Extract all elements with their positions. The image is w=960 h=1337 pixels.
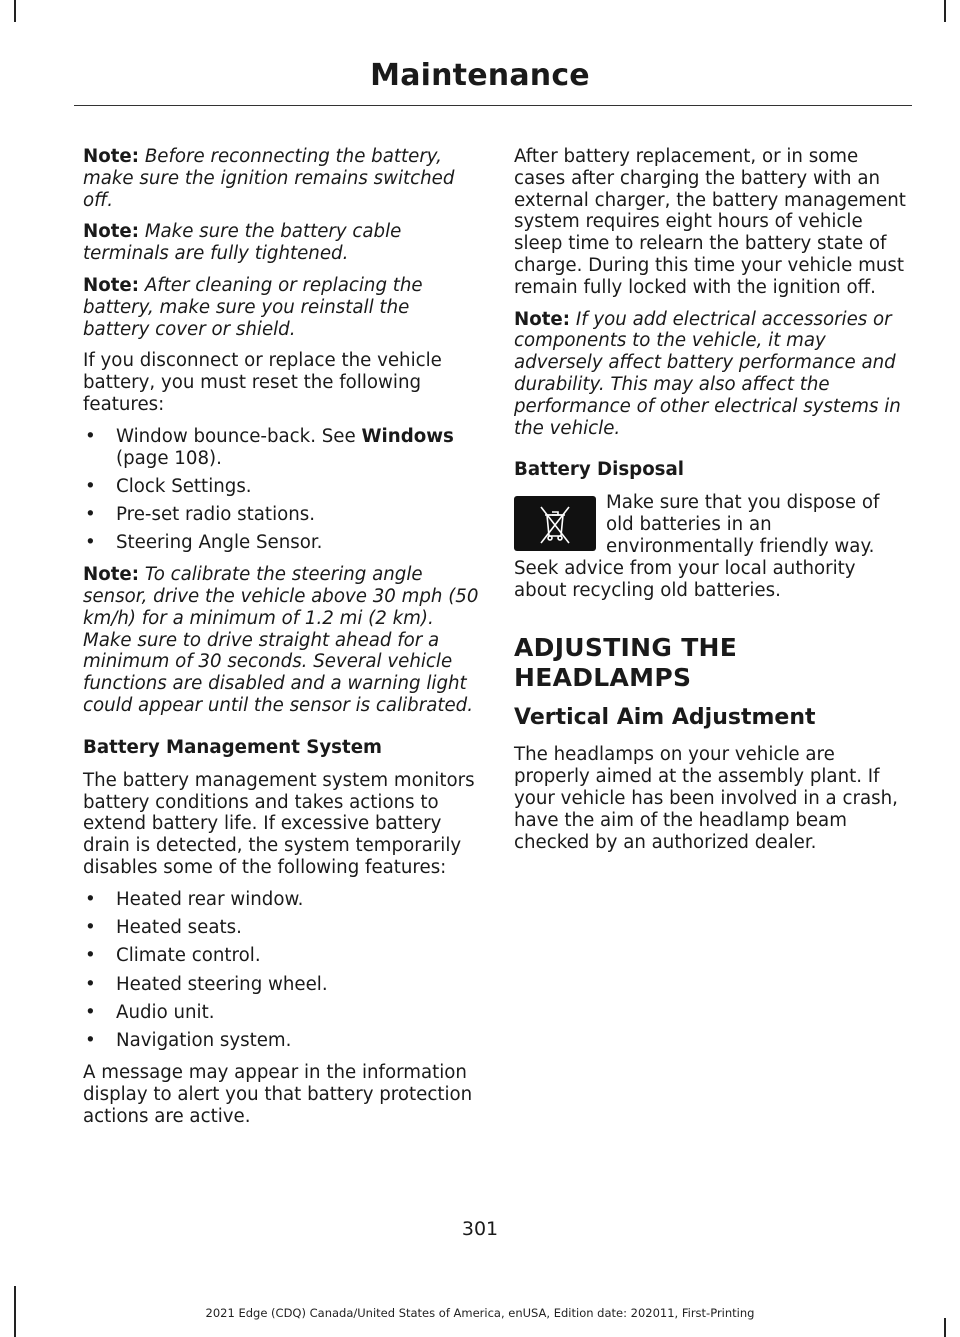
list-item-text: Pre-set radio stations. — [116, 504, 316, 526]
windows-link[interactable]: Windows — [361, 425, 454, 447]
footer-edition: 2021 Edge (CDQ) Canada/United States of America, enUSA, Edition date: 202011, First-Printing — [205, 1306, 755, 1320]
list-item — [83, 426, 479, 470]
page-title: Maintenance — [370, 58, 590, 93]
note-label: Note: — [83, 146, 140, 167]
list-item — [83, 945, 479, 967]
bullet: • — [85, 945, 96, 967]
bullet: • — [85, 973, 96, 995]
reset-features-list — [83, 426, 479, 554]
vertical-aim-text: The headlamps on your vehicle are properly aimed at the assembly plant. If your vehicle has been involved in a crash, have the aim of the headlamp beam checked by an authorized dealer. — [514, 744, 898, 853]
bullet: • — [85, 504, 96, 526]
list-item-text: Heated rear window. — [116, 888, 304, 910]
bullet: • — [85, 917, 96, 939]
bullet: • — [85, 1030, 96, 1052]
disposal-block — [514, 492, 910, 601]
bullet: • — [85, 532, 96, 554]
list-item — [83, 1030, 479, 1052]
note-calibrate — [83, 564, 479, 717]
note-cover — [83, 275, 479, 340]
bms-message: A message may appear in the information display to alert you that battery protection actions are active. — [83, 1062, 473, 1127]
list-item — [83, 974, 479, 996]
list-item — [83, 504, 479, 526]
crop-mark-top-left — [14, 0, 16, 22]
note-label: Note: — [83, 564, 140, 586]
list-item — [83, 889, 479, 911]
list-item-text: Audio unit. — [116, 1002, 215, 1023]
list-item-text: Steering Angle Sensor. — [116, 532, 323, 554]
note-text: Before reconnecting the battery, make sure the ignition remains switched off. — [83, 146, 455, 211]
list-item-text: Climate control. — [116, 945, 261, 967]
list-item — [83, 917, 479, 939]
list-item-text: Window bounce-back. See — [116, 425, 362, 447]
bullet: • — [85, 1002, 96, 1023]
right-column — [514, 146, 910, 863]
list-item-text: Heated seats. — [116, 917, 242, 939]
note-reconnect — [83, 146, 479, 211]
bms-heading: Battery Management System — [83, 736, 382, 758]
list-item — [83, 532, 479, 554]
note-text: If you add electrical accessories or components to the vehicle, it may adversely affect battery performance and durability. This may also affect the performance of other electrical systems in the vehicle. — [514, 308, 901, 439]
crop-mark-top-right — [944, 0, 946, 22]
note-terminals — [83, 221, 479, 265]
note-text: To calibrate the steering angle sensor, drive the vehicle above 30 mph (50 km/h) for a minimum of 1.2 mi (2 km). Make sure to drive straight ahead for a minimum of 30 seconds. Several vehicle functions are disabled and a warning light could appear until the sensor is calibrated. — [83, 564, 479, 717]
list-item — [83, 476, 479, 498]
list-item-text: Clock Settings. — [116, 475, 252, 497]
left-column — [83, 146, 479, 1137]
bullet: • — [85, 425, 96, 447]
list-item-text: Navigation system. — [116, 1030, 292, 1052]
note-accessories — [514, 309, 910, 440]
bullet: • — [85, 888, 96, 910]
reset-intro: If you disconnect or replace the vehicle battery, you must reset the following features: — [83, 350, 442, 415]
bms-text: The battery management system monitors battery conditions and takes actions to extend battery life. If excessive battery drain is detected, the system temporarily disables some of the following features: — [83, 769, 475, 879]
bullet: • — [85, 475, 96, 497]
note-label: Note: — [83, 221, 140, 243]
note-text: Make sure the battery cable terminals are fully tightened. — [83, 221, 402, 265]
replacement-text: After battery replacement, or in some cases after charging the battery with an external charger, the battery management system requires eight hours of vehicle sleep time to relearn the battery state of charge. During this time your vehicle must remain fully locked with the ignition off. — [514, 146, 906, 298]
disposal-text: Make sure that you dispose of old batteries in an environmentally friendly way. Seek advice from your local authority about recycling old batteries. — [514, 492, 880, 601]
disposal-heading: Battery Disposal — [514, 459, 685, 481]
header-divider — [74, 105, 912, 106]
list-item-text: Heated steering wheel. — [116, 973, 328, 995]
page-reference[interactable]: (page 108). — [116, 447, 222, 469]
crop-mark-bottom-right — [944, 1318, 946, 1337]
list-item — [83, 1002, 479, 1024]
crossed-out-wheelie-bin-icon — [514, 496, 596, 551]
note-label: Note: — [514, 308, 571, 330]
bms-features-list — [83, 889, 479, 1052]
note-label: Note: — [83, 274, 140, 296]
note-text: After cleaning or replacing the battery, make sure you reinstall the battery cover or shield. — [83, 274, 423, 340]
vertical-aim-heading: Vertical Aim Adjustment — [514, 705, 816, 731]
page-number: 301 — [461, 1218, 499, 1240]
section-heading: ADJUSTING THE HEADLAMPS — [514, 633, 738, 693]
